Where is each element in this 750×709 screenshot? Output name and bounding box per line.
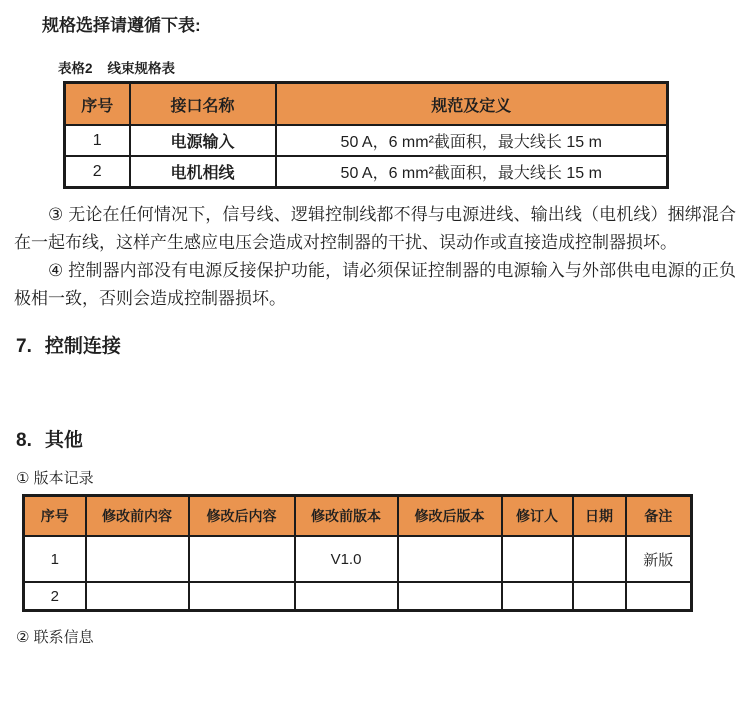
version-cell-before-content [86,582,189,611]
version-cell-date [573,582,626,611]
intro-text: 规格选择请遵循下表: [42,16,201,35]
version-col-index: 序号 [24,496,86,537]
spec-table-row [65,156,668,188]
spec-col-interface: 接口名称 [130,83,276,126]
wire-spec-table [63,81,669,189]
spec-cell-index: 2 [65,156,130,188]
spec-cell-interface: 电源输入 [130,125,276,156]
version-table-row [24,582,692,611]
version-cell-date [573,536,626,582]
version-col-reviser: 修订人 [502,496,573,537]
version-col-before-content: 修改前内容 [86,496,189,537]
note-circled-3: ③ 无论在任何情况下，信号线、逻辑控制线都不得与电源进线、输出线（电机线）捆绑混合在一起布线，这样产生感应电压会造成对控制器的干扰、误动作或直接造成控制器损坏。 [14,205,736,252]
version-cell-before-version [295,582,398,611]
version-col-after-content: 修改后内容 [189,496,295,537]
spec-table-caption-title: 线束规格表 [107,61,176,76]
spec-cell-index: 1 [65,125,130,156]
version-record-label: ① 版本记录 [16,470,94,487]
version-cell-reviser [502,536,573,582]
version-cell-after-version [398,582,502,611]
version-col-date: 日期 [573,496,626,537]
spec-cell-definition: 50 A，6 mm²截面积，最大线长 15 m [276,156,668,188]
version-col-remark: 备注 [626,496,692,537]
version-col-after-version: 修改后版本 [398,496,502,537]
version-table-header-row [24,496,692,537]
spec-table-row [65,125,668,156]
version-cell-index: 1 [24,536,86,582]
version-cell-index: 2 [24,582,86,611]
version-record-table [22,494,693,612]
section-7-number: 7. [16,336,32,357]
version-cell-after-content [189,582,295,611]
version-table-row [24,536,692,582]
spec-col-definition: 规范及定义 [276,83,668,126]
version-cell-before-content [86,536,189,582]
spec-table-caption-label: 表格2 [58,61,93,76]
spec-table-header-row [65,83,668,126]
spec-table-caption [58,60,750,78]
version-cell-after-version [398,536,502,582]
section-8-heading [16,429,750,453]
spec-col-index: 序号 [65,83,130,126]
version-cell-remark: 新版 [626,536,692,582]
version-cell-before-version: V1.0 [295,536,398,582]
section-7-title: 控制连接 [44,336,121,357]
version-col-before-version: 修改前版本 [295,496,398,537]
contact-info-label: ② 联系信息 [16,629,94,646]
version-cell-remark [626,582,692,611]
note-circled-4: ④ 控制器内部没有电源反接保护功能，请必须保证控制器的电源输入与外部供电电源的正负极相一致，否则会造成控制器损坏。 [14,261,736,308]
version-cell-reviser [502,582,573,611]
section-8-title: 其他 [44,430,83,451]
spec-cell-definition: 50 A，6 mm²截面积，最大线长 15 m [276,125,668,156]
section-8-number: 8. [16,430,32,451]
spec-cell-interface: 电机相线 [130,156,276,188]
version-cell-after-content [189,536,295,582]
section-7-heading [16,335,750,359]
